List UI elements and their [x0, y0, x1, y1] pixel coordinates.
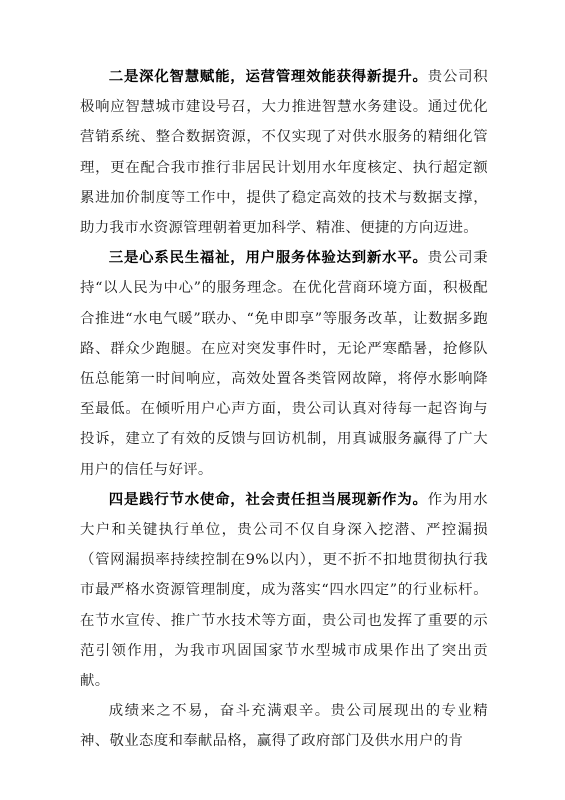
paragraph-public-welfare [80, 243, 488, 485]
paragraph-heading: 四是践行节水使命，社会责任担当展现新作为。 [108, 490, 428, 508]
document-page [80, 62, 488, 757]
paragraph-body: 成绩来之不易，奋斗充满艰辛。贵公司展现出的专业精神、敬业态度和奉献品格，赢得了政府部门及供水用户的肯 [80, 703, 488, 750]
paragraph-body: 贵公司秉持“以人民为中心”的服务理念。在优化营商环境方面，积极配合推进“水电气暖”联办、“免申即享”等服务改革，让数据多跑路、群众少跑腿。在应对突发事件时，无论严寒酷暑，抢修队伍总能第一时间响应，高效处置各类管网故障，将停水影响降至最低。在倾听用户心声方面，贵公司认真对待每一起咨询与投诉，建立了有效的反馈与回访机制，用真诚服务赢得了广大用户的信任与好评。 [80, 250, 488, 478]
paragraph-body: 贵公司积极响应智慧城市建设号召，大力推进智慧水务建设。通过优化营销系统、整合数据资源，不仅实现了对供水服务的精细化管理，更在配合我市推行非居民计划用水年度核定、执行超定额累进加价制度等工作中，提供了稳定高效的技术与数据支撑，助力我市水资源管理朝着更加科学、精准、便捷的方向迈进。 [80, 69, 488, 237]
paragraph-heading: 三是心系民生福祉，用户服务体验达到新水平。 [108, 249, 428, 267]
paragraph-heading: 二是深化智慧赋能，运营管理效能获得新提升。 [108, 68, 428, 85]
paragraph-smart-empowerment [80, 62, 488, 243]
paragraph-water-saving [80, 485, 488, 696]
paragraph-body: 作为用水大户和关键执行单位，贵公司不仅自身深入挖潜、严控漏损（管网漏损率持续控制在9%以内），更不折不扣地贯彻执行我市最严格水资源管理制度，成为落实“四水四定”的行业标杆。在节水宣传、推广节水技术等方面，贵公司也发挥了重要的示范引领作用，为我市巩固国家节水型城市成果作出了突出贡献。 [80, 491, 488, 690]
paragraph-conclusion [80, 696, 488, 756]
